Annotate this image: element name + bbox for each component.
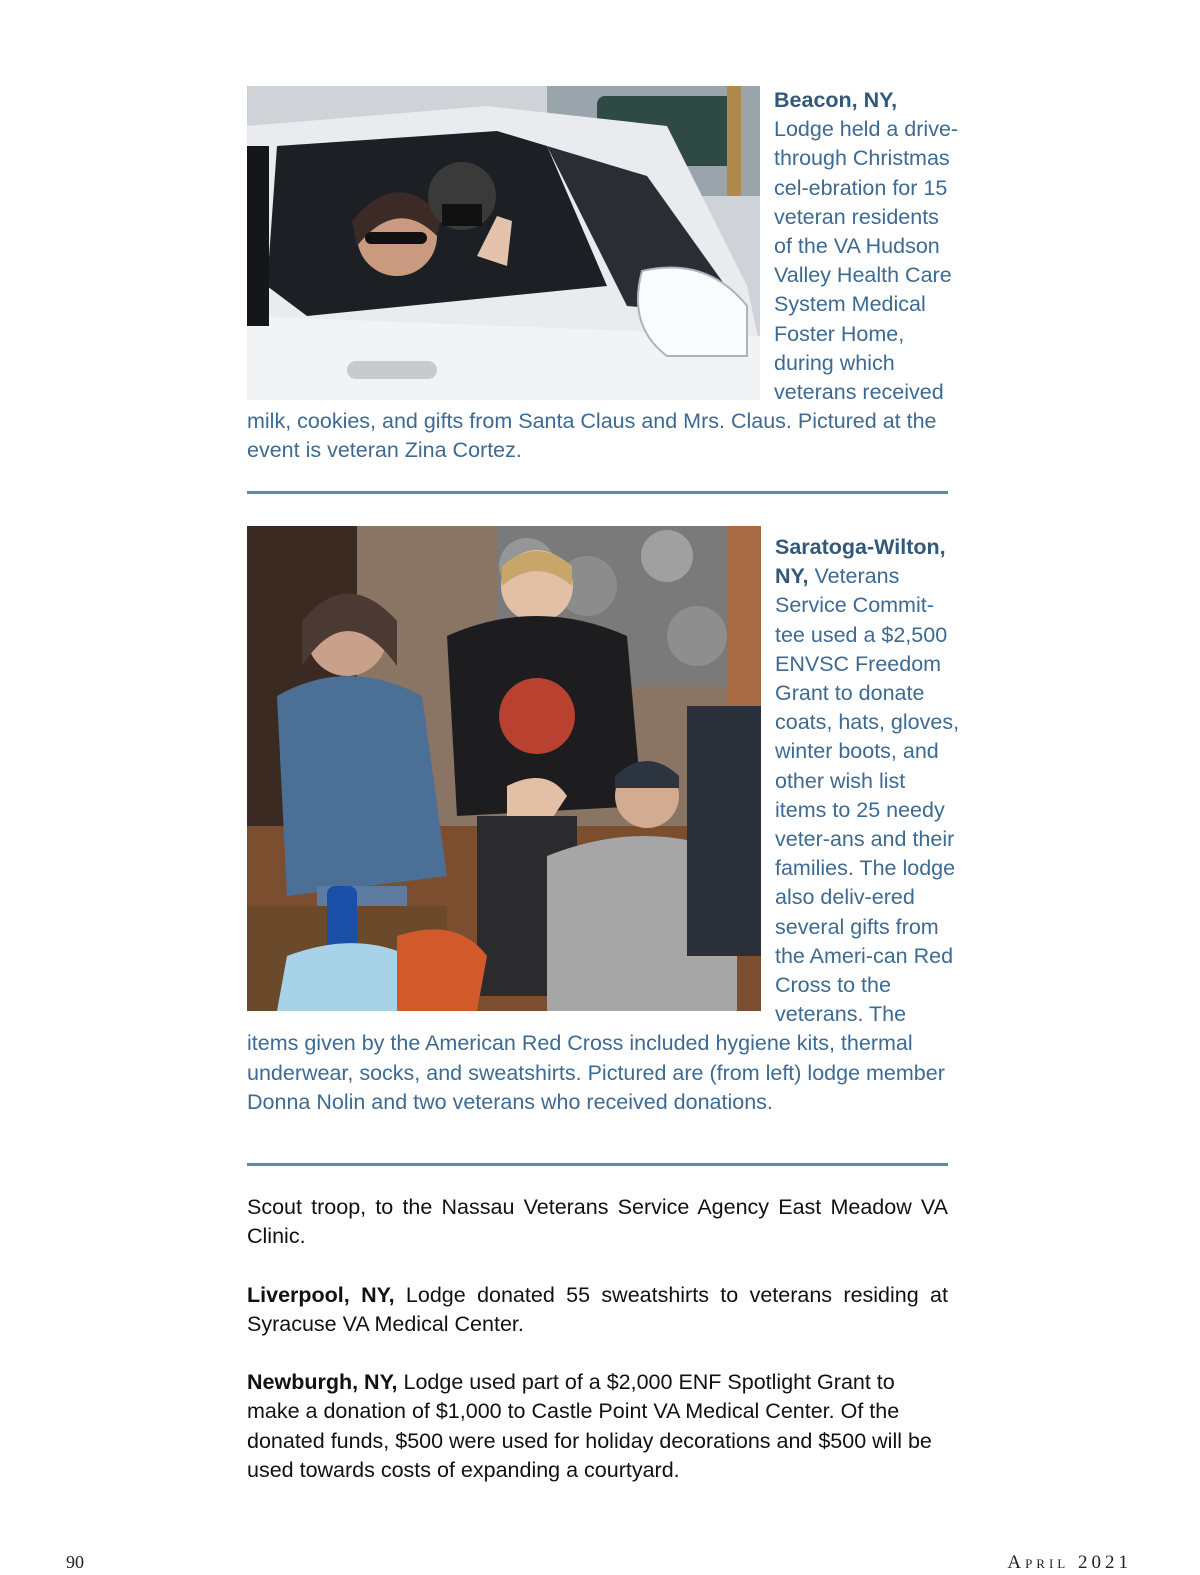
story-beacon: [247, 86, 962, 466]
divider-rule-1: [247, 491, 948, 494]
paragraph-newburgh-place: Newburgh, NY,: [247, 1370, 398, 1395]
page-number: 90: [66, 1552, 84, 1572]
caption-beacon-text: Lodge held a drive-through Christmas cel-ebration for 15 veteran residents of the VA Hudson Valley Health Care System Medical Foster Home, during which veterans received milk, cookies, and gifts from Santa Claus and Mrs. Claus. Pictured at the event is veteran Zina Cortez.: [247, 117, 959, 463]
article-body: [247, 1193, 948, 1514]
paragraph-newburgh-text: Lodge used part of a $2,000 ENF Spotlight Grant to make a donation of $1,000 to Castle Point VA Medical Center. Of the donated funds, $500 were used for holiday decorations and $500 will be used towards costs of expanding a courtyard.: [247, 1370, 932, 1482]
caption-saratoga-place: Saratoga-Wilton, NY,: [775, 535, 946, 589]
group-photo-image: [247, 526, 761, 1011]
paragraph-newburgh: [247, 1368, 948, 1485]
photo-drive-through-car: [247, 86, 760, 400]
paragraph-scout-troop-text: Scout troop, to the Nassau Veterans Service Agency East Meadow VA Clinic.: [247, 1195, 948, 1249]
caption-beacon-place: Beacon, NY,: [774, 88, 898, 112]
issue-date: April 2021: [1007, 1552, 1132, 1573]
photo-donation-group: [247, 526, 761, 1011]
car-photo-image: [247, 86, 760, 400]
paragraph-liverpool: [247, 1281, 948, 1339]
caption-saratoga-text: Veterans Service Commit-tee used a $2,500 ENVSC Freedom Grant to donate coats, hats, gloves, winter boots, and other wish list items to 25 needy veter-ans and their families. The lodge also deliv-ered several gifts from the Ameri-can Red Cross to the veterans. The items given by the American Red Cross included hygiene kits, thermal underwear, socks, and sweatshirts. Pictured are (from left) lodge member Donna Nolin and two veterans who received donations.: [247, 564, 960, 1114]
paragraph-liverpool-place: Liverpool, NY,: [247, 1282, 395, 1307]
paragraph-liverpool-text: Lodge donated 55 sweatshirts to veterans residing at Syracuse VA Medical Center.: [247, 1282, 948, 1336]
paragraph-scout-troop: [247, 1193, 948, 1251]
divider-rule-2: [247, 1163, 948, 1166]
story-saratoga-wilton: [247, 533, 962, 1117]
